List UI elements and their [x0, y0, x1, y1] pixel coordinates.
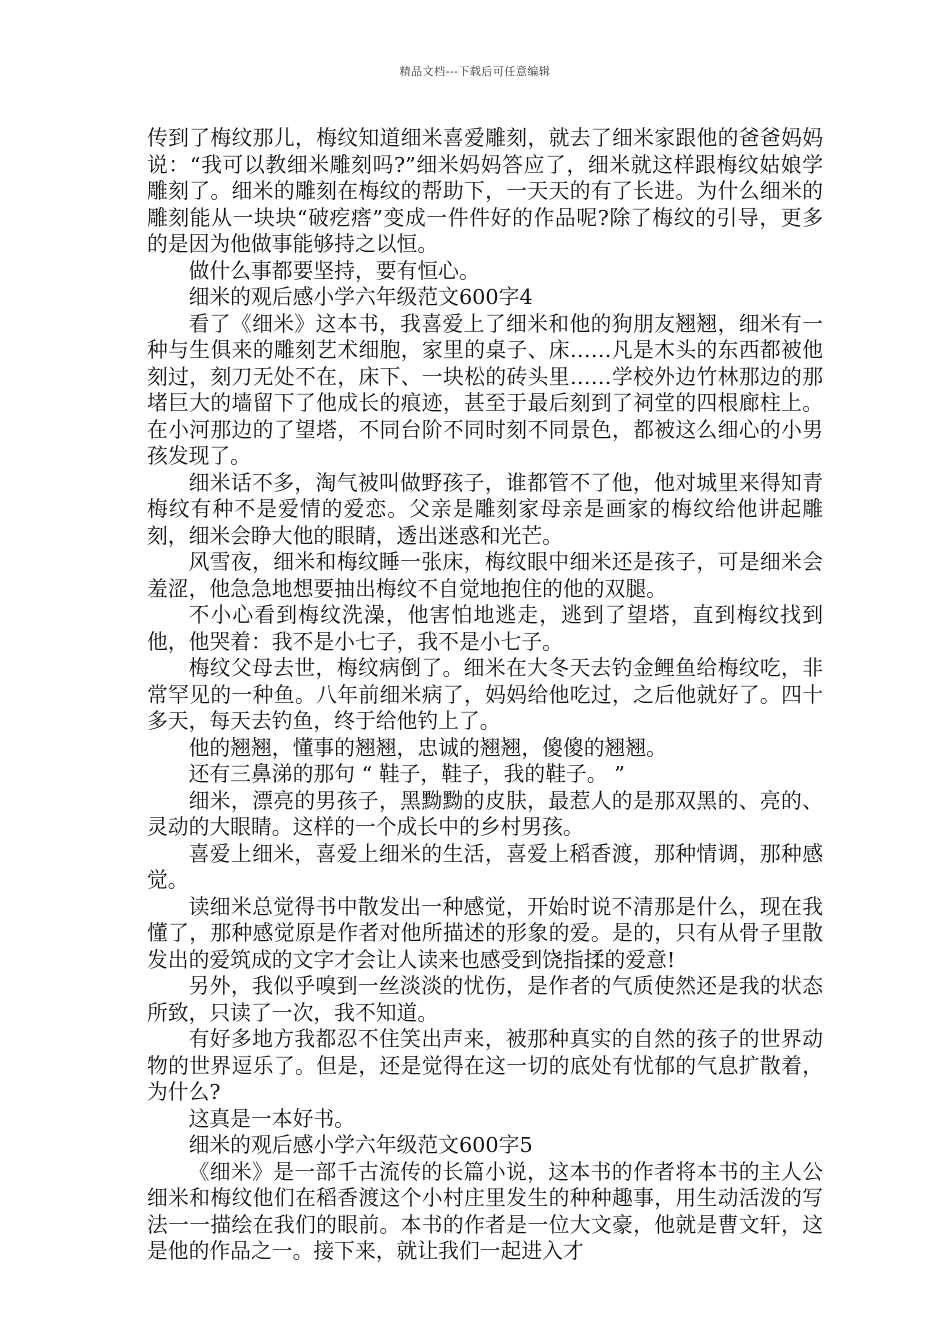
paragraph: 传到了梅纹那儿，梅纹知道细米喜爱雕刻，就去了细米家跟他的爸爸妈妈说：“我可以教细米雕刻吗?”细米妈妈答应了，细米就这样跟梅纹姑娘学雕刻了。细米的雕刻在梅纹的帮助下，一天天的有了长进。为什么细米的雕刻能从一块块“破疙瘩”变成一件件好的作品呢?除了梅纹的引导，更多的是因为他做事能够持之以恒。	[147, 126, 823, 256]
paragraph: 细米话不多，淘气被叫做野孩子，谁都管不了他，他对城里来得知青梅纹有种不是爱情的爱恋。父亲是雕刻家母亲是画家的梅纹给他讲起雕刻，细米会睁大他的眼睛，透出迷惑和光芒。	[147, 470, 823, 548]
paragraph: 细米，漂亮的男孩子，黑黝黝的皮肤，最惹人的是那双黑的、亮的、灵动的大眼睛。这样的一个成长中的乡村男孩。	[147, 788, 823, 839]
paragraph: 读细米总觉得书中散发出一种感觉，开始时说不清那是什么，现在我懂了，那种感觉原是作者对他所描述的形象的爱。是的，只有从骨子里散发出的爱筑成的文字才会让人读来也感受到饶指揉的爱意!	[147, 894, 823, 972]
paragraph: 他的翘翘，懂事的翘翘，忠诚的翘翘，傻傻的翘翘。	[188, 735, 667, 760]
paragraph: 另外，我似乎嗅到一丝淡淡的忧伤，是作者的气质使然还是我的状态所致，只读了一次，我不知道。	[147, 974, 823, 1025]
paragraph: 还有三鼻涕的那句 “ 鞋子，鞋子，我的鞋子。 ”	[188, 762, 625, 786]
paragraph: 《细米》是一部千古流传的长篇小说，这本书的作者将本书的主人公细米和梅纹他们在稻香渡这个小村庄里发生的种种趣事，用生动活泼的写法一一描绘在我们的眼前。本书的作者是一位大文豪，他就是曹文轩，这是他的作品之一。接下来，就让我们一起进入才	[147, 1159, 823, 1263]
document-body	[147, 125, 823, 1265]
section-heading: 细米的观后感小学六年级范文600字5	[188, 1133, 533, 1157]
paragraph: 有好多地方我都忍不住笑出声来，被那种真实的自然的孩子的世界动物的世界逗乐了。但是，还是觉得在这一切的底处有忧郁的气息扩散着，为什么?	[147, 1027, 823, 1104]
page-header: 精品文档---下载后可任意编辑	[399, 65, 551, 78]
paragraph: 喜爱上细米，喜爱上细米的生活，喜爱上稻香渡，那种情调，那种感觉。	[147, 841, 823, 892]
paragraph: 风雪夜，细米和梅纹睡一张床，梅纹眼中细米还是孩子，可是细米会羞涩，他急急地想要抽出梅纹不自觉地抱住的他的双腿。	[147, 550, 823, 601]
paragraph: 梅纹父母去世，梅纹病倒了。细米在大冬天去钓金鲤鱼给梅纹吃，非常罕见的一种鱼。八年前细米病了，妈妈给他吃过，之后他就好了。四十多天，每天去钓鱼，终于给他钓上了。	[147, 656, 823, 733]
paragraph: 不小心看到梅纹洗澡，他害怕地逃走，逃到了望塔，直到梅纹找到他，他哭着：我不是小七子，我不是小七子。	[147, 603, 823, 654]
paragraph: 做什么事都要坚持，要有恒心。	[188, 258, 480, 283]
paragraph: 看了《细米》这本书，我喜爱上了细米和他的狗朋友翘翘，细米有一种与生俱来的雕刻艺术细胞，家里的桌子、床……凡是木头的东西都被他刻过，刻刀无处不在，床下、一块松的砖头里……学校外边竹林那边的那堵巨大的墙留下了他成长的痕迹，甚至于最后刻到了祠堂的四根廊柱上。在小河那边的了望塔，不同台阶不同时刻不同景色，都被这么细心的小男孩发现了。	[147, 311, 823, 468]
section-heading: 细米的观后感小学六年级范文600字4	[188, 285, 533, 309]
paragraph: 这真是一本好书。	[188, 1106, 355, 1131]
